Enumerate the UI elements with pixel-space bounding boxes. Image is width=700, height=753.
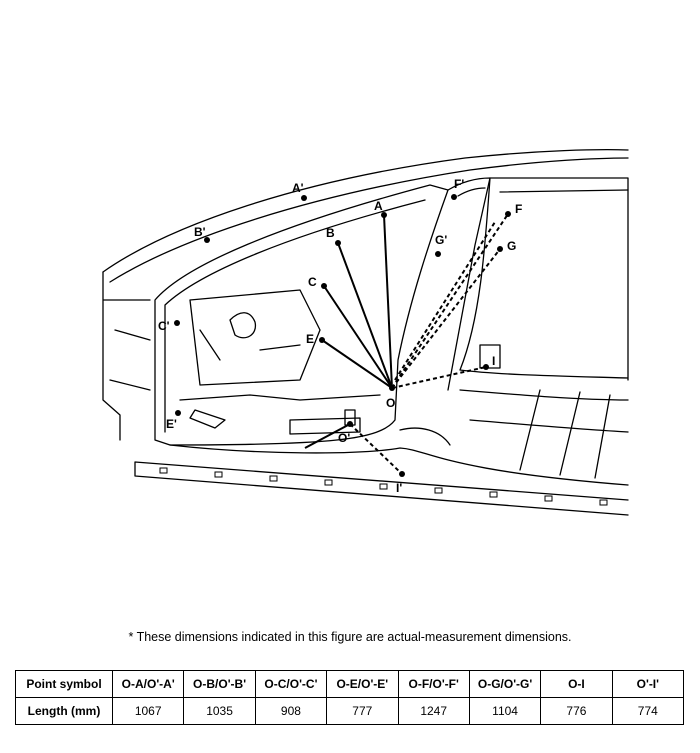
column-header: O-B/O'-B' — [184, 671, 255, 698]
dimension-table — [15, 670, 684, 725]
label-e: E — [306, 332, 315, 346]
column-header: O-C/O'-C' — [255, 671, 326, 698]
label-c-prime: C' — [158, 319, 170, 333]
column-header: O-G/O'-G' — [469, 671, 540, 698]
length-value: 1067 — [113, 698, 184, 725]
label-g-prime: G' — [435, 233, 448, 247]
table-row — [16, 698, 684, 725]
column-header: O-A/O'-A' — [113, 671, 184, 698]
column-header: O-E/O'-E' — [327, 671, 398, 698]
table-header-row — [16, 671, 684, 698]
label-a-prime: A' — [292, 181, 304, 195]
label-i-prime: I' — [396, 481, 403, 495]
roof-inner-line — [110, 158, 628, 282]
label-b-prime: B' — [194, 225, 206, 239]
solid-dimension-lines — [305, 215, 392, 448]
label-a: A — [374, 199, 383, 213]
rear-door-opening — [460, 178, 628, 380]
length-value: 1247 — [398, 698, 469, 725]
length-value: 908 — [255, 698, 326, 725]
measurement-note: * These dimensions indicated in this figure are actual-measurement dimensions. — [128, 630, 572, 644]
length-value: 1104 — [469, 698, 540, 725]
header-label: Point symbol — [16, 671, 113, 698]
label-b: B — [326, 226, 335, 240]
row-label: Length (mm) — [16, 698, 113, 725]
label-o: O — [386, 396, 396, 410]
front-door-opening — [155, 185, 448, 445]
label-i: I — [492, 354, 496, 368]
length-value: 776 — [541, 698, 612, 725]
column-header: O-F/O'-F' — [398, 671, 469, 698]
length-value: 774 — [612, 698, 683, 725]
label-f-prime: F' — [454, 177, 465, 191]
column-header: O'-I' — [612, 671, 683, 698]
length-value: 1035 — [184, 698, 255, 725]
label-g: G — [507, 239, 517, 253]
b-pillar — [448, 178, 490, 390]
label-e-prime: E' — [166, 417, 177, 431]
column-header: O-I — [541, 671, 612, 698]
roof-outline — [103, 150, 628, 272]
label-f: F — [515, 202, 523, 216]
label-o-prime: O' — [338, 431, 351, 445]
label-c: C — [308, 275, 317, 289]
length-value: 777 — [327, 698, 398, 725]
